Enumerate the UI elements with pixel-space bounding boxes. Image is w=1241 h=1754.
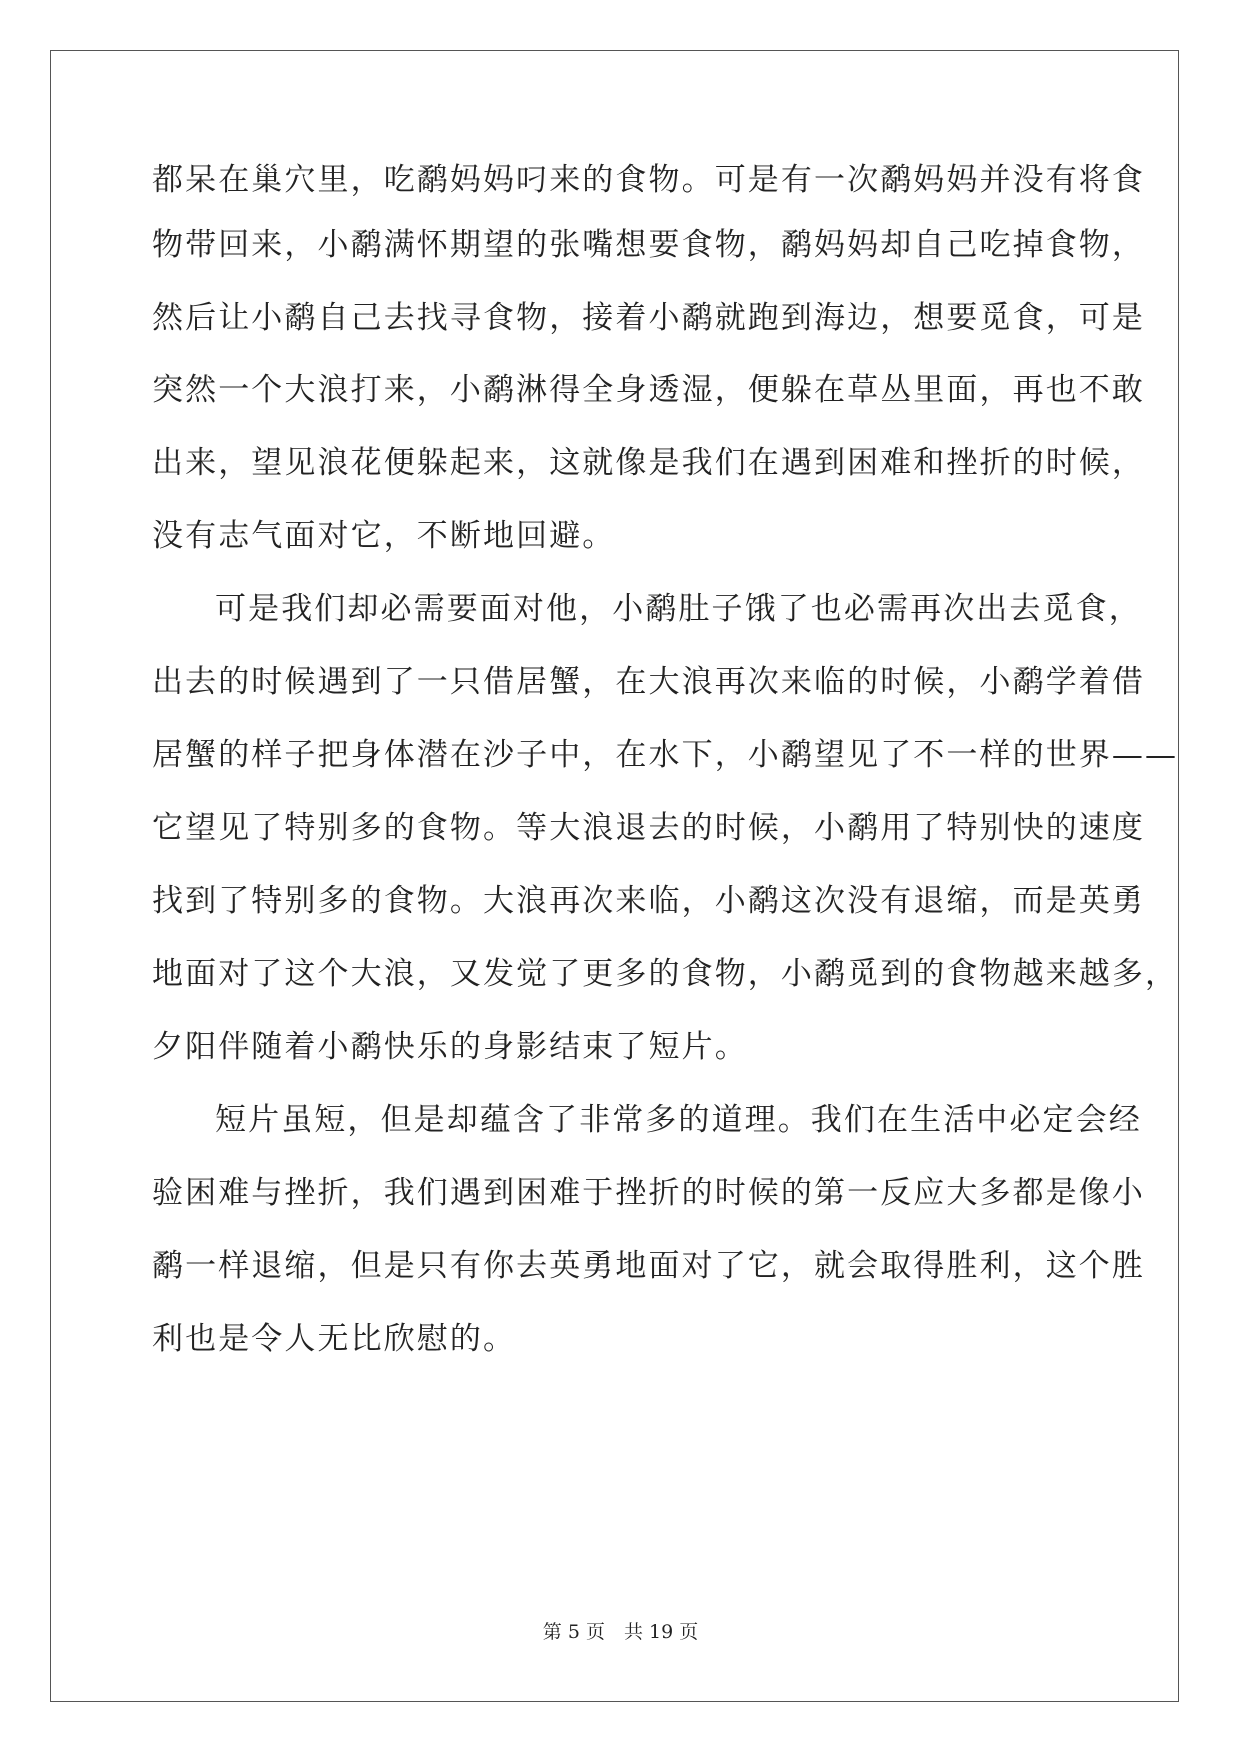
paragraph-2-line-4: 它望见了特别多的食物。等大浪退去的时候，小鹬用了特别快的速度 (152, 810, 1145, 846)
paragraph-3-line-3: 鹬一样退缩，但是只有你去英勇地面对了它，就会取得胜利，这个胜 (152, 1248, 1145, 1284)
paragraph-1-line-2: 物带回来，小鹬满怀期望的张嘴想要食物，鹬妈妈却自己吃掉食物， (152, 227, 1145, 263)
paragraph-3-line-1: 短片虽短，但是却蕴含了非常多的道理。我们在生活中必定会经 (215, 1102, 1142, 1138)
paragraph-3-line-2: 验困难与挫折，我们遇到困难于挫折的时候的第一反应大多都是像小 (152, 1175, 1145, 1211)
paragraph-2-line-2: 出去的时候遇到了一只借居蟹，在大浪再次来临的时候，小鹬学着借 (152, 664, 1145, 700)
paragraph-2-line-5: 找到了特别多的食物。大浪再次来临，小鹬这次没有退缩，而是英勇 (152, 883, 1145, 919)
paragraph-1-line-4: 突然一个大浪打来，小鹬淋得全身透湿，便躲在草丛里面，再也不敢 (152, 372, 1145, 408)
paragraph-2-line-1: 可是我们却必需要面对他，小鹬肚子饿了也必需再次出去觅食， (215, 591, 1142, 627)
paragraph-1-line-1: 都呆在巢穴里，吃鹬妈妈叼来的食物。可是有一次鹬妈妈并没有将食 (152, 162, 1145, 198)
paragraph-2-line-6: 地面对了这个大浪，又发觉了更多的食物，小鹬觅到的食物越来越多， (152, 956, 1179, 992)
paragraph-3-line-4: 利也是令人无比欣慰的。 (152, 1321, 517, 1357)
paragraph-1-line-3: 然后让小鹬自己去找寻食物，接着小鹬就跑到海边，想要觅食，可是 (152, 300, 1145, 336)
paragraph-1-line-6: 没有志气面对它，不断地回避。 (152, 518, 616, 554)
paragraph-1-line-5: 出来，望见浪花便躲起来，这就像是我们在遇到困难和挫折的时候， (152, 445, 1145, 481)
paragraph-2-line-7: 夕阳伴随着小鹬快乐的身影结束了短片。 (152, 1029, 748, 1065)
page-number-footer: 第 5 页 共 19 页 (542, 1621, 699, 1643)
paragraph-2-line-3: 居蟹的样子把身体潜在沙子中，在水下，小鹬望见了不一样的世界—— (152, 737, 1179, 773)
